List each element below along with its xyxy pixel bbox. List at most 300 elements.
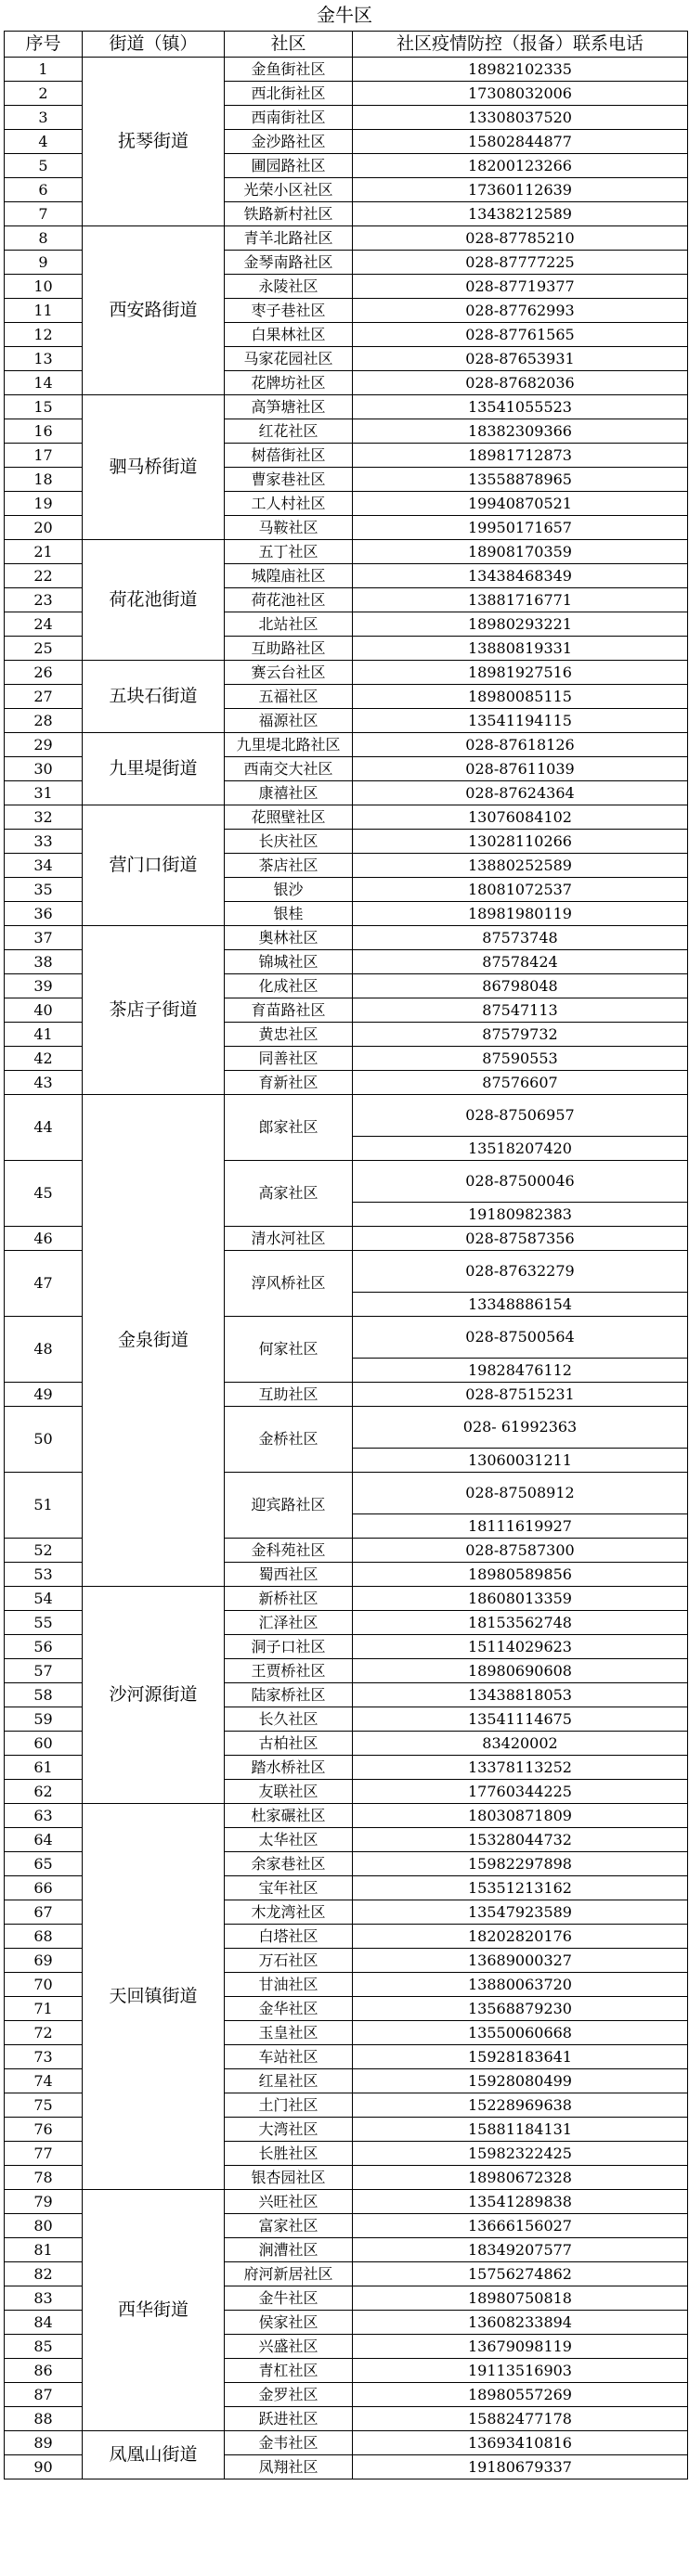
cell-community: 府河新居社区: [225, 2262, 353, 2286]
cell-phone: 13689000327: [353, 1949, 688, 1973]
cell-phone: 15228969638: [353, 2093, 688, 2118]
cell-phone: 13438468349: [353, 564, 688, 588]
cell-no: 46: [5, 1227, 83, 1251]
cell-phone: 13518207420: [353, 1137, 688, 1161]
cell-no: 51: [5, 1473, 83, 1539]
cell-phone: 028-87761565: [353, 323, 688, 347]
cell-no: 19: [5, 492, 83, 516]
cell-community: 太华社区: [225, 1828, 353, 1852]
cell-no: 80: [5, 2214, 83, 2238]
cell-no: 4: [5, 130, 83, 154]
cell-community: 杜家碾社区: [225, 1804, 353, 1828]
cell-community: 康禧社区: [225, 781, 353, 805]
cell-phone: 15802844877: [353, 130, 688, 154]
cell-community: 侯家社区: [225, 2311, 353, 2335]
cell-no: 87: [5, 2383, 83, 2407]
cell-no: 8: [5, 226, 83, 251]
cell-no: 9: [5, 251, 83, 275]
cell-phone: 18382309366: [353, 419, 688, 444]
cell-phone: 13550060668: [353, 2021, 688, 2045]
cell-no: 43: [5, 1071, 83, 1095]
cell-no: 83: [5, 2286, 83, 2311]
cell-no: 16: [5, 419, 83, 444]
cell-community: 高家社区: [225, 1161, 353, 1227]
cell-no: 30: [5, 757, 83, 781]
cell-no: 14: [5, 371, 83, 395]
cell-no: 52: [5, 1539, 83, 1563]
cell-community: 金华社区: [225, 1997, 353, 2021]
cell-no: 22: [5, 564, 83, 588]
cell-phone: 028-87508912: [353, 1473, 688, 1514]
cell-community: 互助社区: [225, 1383, 353, 1407]
cell-community: 曹家巷社区: [225, 468, 353, 492]
cell-community: 圃园路社区: [225, 154, 353, 178]
cell-community: 何家社区: [225, 1317, 353, 1383]
cell-community: 青羊北路社区: [225, 226, 353, 251]
cell-community: 西南交大社区: [225, 757, 353, 781]
cell-no: 23: [5, 588, 83, 612]
table-row: [5, 1587, 688, 1611]
cell-phone: 17360112639: [353, 178, 688, 202]
cell-community: 五福社区: [225, 685, 353, 709]
cell-no: 62: [5, 1780, 83, 1804]
cell-community: 金沙路社区: [225, 130, 353, 154]
cell-phone: 028-87611039: [353, 757, 688, 781]
cell-community: 长胜社区: [225, 2142, 353, 2166]
cell-phone: 13378113252: [353, 1756, 688, 1780]
cell-phone: 15114029623: [353, 1635, 688, 1659]
cell-phone: 17308032006: [353, 82, 688, 106]
cell-community: 西南街社区: [225, 106, 353, 130]
cell-no: 42: [5, 1047, 83, 1071]
cell-no: 47: [5, 1251, 83, 1317]
cell-no: 13: [5, 347, 83, 371]
cell-phone: 18202820176: [353, 1925, 688, 1949]
cell-no: 41: [5, 1023, 83, 1047]
cell-no: 6: [5, 178, 83, 202]
cell-no: 21: [5, 540, 83, 564]
cell-phone: 028-87777225: [353, 251, 688, 275]
cell-phone: 13060031211: [353, 1449, 688, 1473]
cell-no: 84: [5, 2311, 83, 2335]
cell-no: 27: [5, 685, 83, 709]
cell-street: 天回镇街道: [83, 1804, 225, 2190]
cell-community: 奥林社区: [225, 926, 353, 950]
cell-community: 金琴南路社区: [225, 251, 353, 275]
cell-phone: 15928080499: [353, 2069, 688, 2093]
cell-no: 53: [5, 1563, 83, 1587]
cell-phone: 18111619927: [353, 1514, 688, 1539]
cell-no: 90: [5, 2455, 83, 2479]
cell-community: 郎家社区: [225, 1095, 353, 1161]
cell-no: 58: [5, 1683, 83, 1707]
cell-community: 涧漕社区: [225, 2238, 353, 2262]
cell-no: 56: [5, 1635, 83, 1659]
cell-no: 74: [5, 2069, 83, 2093]
cell-community: 育苗路社区: [225, 998, 353, 1023]
table-row: [5, 805, 688, 830]
cell-street: 西华街道: [83, 2190, 225, 2431]
header-community: 社区: [225, 32, 353, 58]
cell-phone: 19180982383: [353, 1203, 688, 1227]
cell-phone: 028-87506957: [353, 1095, 688, 1137]
table-row: [5, 661, 688, 685]
cell-no: 70: [5, 1973, 83, 1997]
cell-community: 五丁社区: [225, 540, 353, 564]
cell-phone: 18981980119: [353, 902, 688, 926]
cell-street: 沙河源街道: [83, 1587, 225, 1804]
cell-street: 凤凰山街道: [83, 2431, 225, 2479]
cell-phone: 13881716771: [353, 588, 688, 612]
cell-no: 88: [5, 2407, 83, 2431]
cell-no: 60: [5, 1732, 83, 1756]
cell-no: 77: [5, 2142, 83, 2166]
cell-community: 金科苑社区: [225, 1539, 353, 1563]
cell-phone: 18980293221: [353, 612, 688, 637]
cell-phone: 13541194115: [353, 709, 688, 733]
cell-no: 81: [5, 2238, 83, 2262]
cell-no: 61: [5, 1756, 83, 1780]
cell-street: 西安路街道: [83, 226, 225, 395]
cell-phone: 13880063720: [353, 1973, 688, 1997]
cell-no: 18: [5, 468, 83, 492]
cell-community: 长庆社区: [225, 830, 353, 854]
cell-phone: 028-87515231: [353, 1383, 688, 1407]
cell-community: 长久社区: [225, 1707, 353, 1732]
cell-phone: 028-87762993: [353, 299, 688, 323]
cell-no: 36: [5, 902, 83, 926]
cell-no: 31: [5, 781, 83, 805]
cell-community: 枣子巷社区: [225, 299, 353, 323]
cell-no: 33: [5, 830, 83, 854]
table-row: [5, 2190, 688, 2214]
cell-no: 89: [5, 2431, 83, 2455]
cell-community: 工人村社区: [225, 492, 353, 516]
cell-no: 34: [5, 854, 83, 878]
cell-phone: 028- 61992363: [353, 1407, 688, 1449]
cell-community: 木龙湾社区: [225, 1900, 353, 1925]
cell-phone: 13880819331: [353, 637, 688, 661]
cell-community: 黄忠社区: [225, 1023, 353, 1047]
cell-no: 78: [5, 2166, 83, 2190]
cell-phone: 83420002: [353, 1732, 688, 1756]
table-row: [5, 733, 688, 757]
cell-no: 5: [5, 154, 83, 178]
cell-community: 迎宾路社区: [225, 1473, 353, 1539]
cell-community: 树蓓街社区: [225, 444, 353, 468]
cell-community: 花牌坊社区: [225, 371, 353, 395]
table-row: [5, 2431, 688, 2455]
cell-community: 光荣小区社区: [225, 178, 353, 202]
cell-community: 同善社区: [225, 1047, 353, 1071]
cell-no: 39: [5, 974, 83, 998]
cell-community: 银沙: [225, 878, 353, 902]
cell-no: 67: [5, 1900, 83, 1925]
cell-no: 54: [5, 1587, 83, 1611]
cell-phone: 15982297898: [353, 1852, 688, 1876]
cell-phone: 13679098119: [353, 2335, 688, 2359]
cell-community: 新桥社区: [225, 1587, 353, 1611]
cell-phone: 87578424: [353, 950, 688, 974]
cell-no: 75: [5, 2093, 83, 2118]
cell-phone: 028-87500564: [353, 1317, 688, 1359]
cell-no: 10: [5, 275, 83, 299]
page-title: 金牛区: [317, 4, 372, 26]
cell-no: 32: [5, 805, 83, 830]
cell-street: 九里堤街道: [83, 733, 225, 805]
table-row: [5, 926, 688, 950]
cell-phone: 18980690608: [353, 1659, 688, 1683]
cell-community: 玉皇社区: [225, 2021, 353, 2045]
cell-community: 银桂: [225, 902, 353, 926]
cell-phone: 18153562748: [353, 1611, 688, 1635]
cell-phone: 028-87500046: [353, 1161, 688, 1203]
cell-community: 金韦社区: [225, 2431, 353, 2455]
cell-no: 82: [5, 2262, 83, 2286]
cell-phone: 13438818053: [353, 1683, 688, 1707]
cell-community: 汇泽社区: [225, 1611, 353, 1635]
cell-phone: 19180679337: [353, 2455, 688, 2479]
cell-community: 淳风桥社区: [225, 1251, 353, 1317]
cell-no: 86: [5, 2359, 83, 2383]
cell-community: 铁路新村社区: [225, 202, 353, 226]
cell-phone: 13547923589: [353, 1900, 688, 1925]
cell-no: 63: [5, 1804, 83, 1828]
cell-street: 驷马桥街道: [83, 395, 225, 540]
cell-community: 车站社区: [225, 2045, 353, 2069]
cell-community: 洞子口社区: [225, 1635, 353, 1659]
cell-phone: 13541114675: [353, 1707, 688, 1732]
cell-no: 15: [5, 395, 83, 419]
cell-phone: 17760344225: [353, 1780, 688, 1804]
cell-no: 12: [5, 323, 83, 347]
cell-no: 66: [5, 1876, 83, 1900]
cell-no: 59: [5, 1707, 83, 1732]
cell-no: 1: [5, 58, 83, 82]
cell-no: 65: [5, 1852, 83, 1876]
cell-phone: 15882477178: [353, 2407, 688, 2431]
cell-phone: 028-87632279: [353, 1251, 688, 1293]
cell-community: 银杏园社区: [225, 2166, 353, 2190]
cell-community: 九里堤北路社区: [225, 733, 353, 757]
cell-community: 永陵社区: [225, 275, 353, 299]
cell-street: 金泉街道: [83, 1095, 225, 1587]
cell-no: 72: [5, 2021, 83, 2045]
cell-community: 王贾桥社区: [225, 1659, 353, 1683]
cell-phone: 028-87587300: [353, 1539, 688, 1563]
table-row: [5, 1095, 688, 1137]
cell-no: 55: [5, 1611, 83, 1635]
cell-phone: 18081072537: [353, 878, 688, 902]
contact-table: [4, 31, 688, 2479]
cell-phone: 18030871809: [353, 1804, 688, 1828]
cell-phone: 028-87624364: [353, 781, 688, 805]
cell-phone: 87576607: [353, 1071, 688, 1095]
cell-phone: 18980589856: [353, 1563, 688, 1587]
cell-community: 青杠社区: [225, 2359, 353, 2383]
cell-community: 马家花园社区: [225, 347, 353, 371]
cell-community: 兴盛社区: [225, 2335, 353, 2359]
cell-community: 锦城社区: [225, 950, 353, 974]
cell-street: 五块石街道: [83, 661, 225, 733]
cell-no: 50: [5, 1407, 83, 1473]
cell-phone: 028-87618126: [353, 733, 688, 757]
header-street: 街道（镇）: [83, 32, 225, 58]
table-row: [5, 58, 688, 82]
cell-phone: 13608233894: [353, 2311, 688, 2335]
cell-phone: 13541289838: [353, 2190, 688, 2214]
cell-community: 育新社区: [225, 1071, 353, 1095]
cell-community: 金罗社区: [225, 2383, 353, 2407]
cell-community: 陆家桥社区: [225, 1683, 353, 1707]
cell-phone: 19113516903: [353, 2359, 688, 2383]
cell-phone: 15328044732: [353, 1828, 688, 1852]
cell-community: 互助路社区: [225, 637, 353, 661]
cell-phone: 15881184131: [353, 2118, 688, 2142]
cell-community: 余家巷社区: [225, 1852, 353, 1876]
header-no: 序号: [5, 32, 83, 58]
cell-community: 大湾社区: [225, 2118, 353, 2142]
cell-community: 凤翔社区: [225, 2455, 353, 2479]
cell-no: 71: [5, 1997, 83, 2021]
cell-street: 营门口街道: [83, 805, 225, 926]
cell-community: 马鞍社区: [225, 516, 353, 540]
cell-no: 25: [5, 637, 83, 661]
cell-phone: 13693410816: [353, 2431, 688, 2455]
cell-community: 白塔社区: [225, 1925, 353, 1949]
cell-no: 37: [5, 926, 83, 950]
cell-no: 45: [5, 1161, 83, 1227]
cell-no: 57: [5, 1659, 83, 1683]
cell-no: 11: [5, 299, 83, 323]
cell-no: 79: [5, 2190, 83, 2214]
cell-phone: 15928183641: [353, 2045, 688, 2069]
cell-community: 万石社区: [225, 1949, 353, 1973]
cell-no: 17: [5, 444, 83, 468]
cell-community: 茶店社区: [225, 854, 353, 878]
cell-phone: 13541055523: [353, 395, 688, 419]
cell-community: 北站社区: [225, 612, 353, 637]
cell-community: 古柏社区: [225, 1732, 353, 1756]
cell-phone: 028-87587356: [353, 1227, 688, 1251]
cell-no: 85: [5, 2335, 83, 2359]
cell-phone: 18980750818: [353, 2286, 688, 2311]
cell-community: 白果林社区: [225, 323, 353, 347]
cell-no: 20: [5, 516, 83, 540]
cell-community: 清水河社区: [225, 1227, 353, 1251]
cell-phone: 13880252589: [353, 854, 688, 878]
cell-phone: 18608013359: [353, 1587, 688, 1611]
cell-no: 26: [5, 661, 83, 685]
cell-phone: 18908170359: [353, 540, 688, 564]
cell-community: 西北街社区: [225, 82, 353, 106]
cell-community: 跃进社区: [225, 2407, 353, 2431]
cell-phone: 87573748: [353, 926, 688, 950]
cell-phone: 028-87785210: [353, 226, 688, 251]
cell-phone: 18981927516: [353, 661, 688, 685]
cell-no: 24: [5, 612, 83, 637]
cell-street: 茶店子街道: [83, 926, 225, 1095]
cell-community: 荷花池社区: [225, 588, 353, 612]
cell-street: 荷花池街道: [83, 540, 225, 661]
table-row: [5, 540, 688, 564]
cell-no: 40: [5, 998, 83, 1023]
cell-phone: 19940870521: [353, 492, 688, 516]
cell-phone: 87547113: [353, 998, 688, 1023]
cell-phone: 18200123266: [353, 154, 688, 178]
cell-community: 甘油社区: [225, 1973, 353, 1997]
cell-phone: 13438212589: [353, 202, 688, 226]
cell-community: 化成社区: [225, 974, 353, 998]
header-phone: 社区疫情防控（报备）联系电话: [353, 32, 688, 58]
cell-community: 金鱼街社区: [225, 58, 353, 82]
cell-no: 48: [5, 1317, 83, 1383]
cell-no: 44: [5, 1095, 83, 1161]
cell-phone: 18980085115: [353, 685, 688, 709]
cell-no: 38: [5, 950, 83, 974]
cell-phone: 13028110266: [353, 830, 688, 854]
cell-phone: 18981712873: [353, 444, 688, 468]
cell-community: 城隍庙社区: [225, 564, 353, 588]
cell-phone: 028-87653931: [353, 347, 688, 371]
cell-community: 福源社区: [225, 709, 353, 733]
cell-no: 64: [5, 1828, 83, 1852]
cell-no: 2: [5, 82, 83, 106]
cell-phone: 18982102335: [353, 58, 688, 82]
table-row: [5, 1804, 688, 1828]
table-row: [5, 395, 688, 419]
cell-phone: 87590553: [353, 1047, 688, 1071]
cell-phone: 13558878965: [353, 468, 688, 492]
cell-phone: 13666156027: [353, 2214, 688, 2238]
cell-no: 28: [5, 709, 83, 733]
cell-no: 76: [5, 2118, 83, 2142]
cell-phone: 028-87719377: [353, 275, 688, 299]
cell-phone: 19950171657: [353, 516, 688, 540]
cell-no: 49: [5, 1383, 83, 1407]
cell-no: 7: [5, 202, 83, 226]
cell-community: 土门社区: [225, 2093, 353, 2118]
cell-no: 3: [5, 106, 83, 130]
cell-phone: 13568879230: [353, 1997, 688, 2021]
cell-community: 富家社区: [225, 2214, 353, 2238]
cell-no: 69: [5, 1949, 83, 1973]
table-row: [5, 226, 688, 251]
cell-phone: 15756274862: [353, 2262, 688, 2286]
cell-phone: 87579732: [353, 1023, 688, 1047]
cell-phone: 13348886154: [353, 1293, 688, 1317]
cell-community: 红星社区: [225, 2069, 353, 2093]
cell-phone: 13308037520: [353, 106, 688, 130]
table-body: [5, 32, 688, 2479]
header-row: [5, 32, 688, 58]
cell-community: 踏水桥社区: [225, 1756, 353, 1780]
cell-phone: 15351213162: [353, 1876, 688, 1900]
cell-phone: 13076084102: [353, 805, 688, 830]
cell-community: 高笋塘社区: [225, 395, 353, 419]
cell-community: 赛云台社区: [225, 661, 353, 685]
cell-no: 68: [5, 1925, 83, 1949]
cell-phone: 028-87682036: [353, 371, 688, 395]
cell-no: 73: [5, 2045, 83, 2069]
cell-phone: 86798048: [353, 974, 688, 998]
cell-community: 花照壁社区: [225, 805, 353, 830]
cell-community: 友联社区: [225, 1780, 353, 1804]
cell-no: 35: [5, 878, 83, 902]
cell-community: 金牛社区: [225, 2286, 353, 2311]
cell-phone: 18980557269: [353, 2383, 688, 2407]
cell-phone: 15982322425: [353, 2142, 688, 2166]
